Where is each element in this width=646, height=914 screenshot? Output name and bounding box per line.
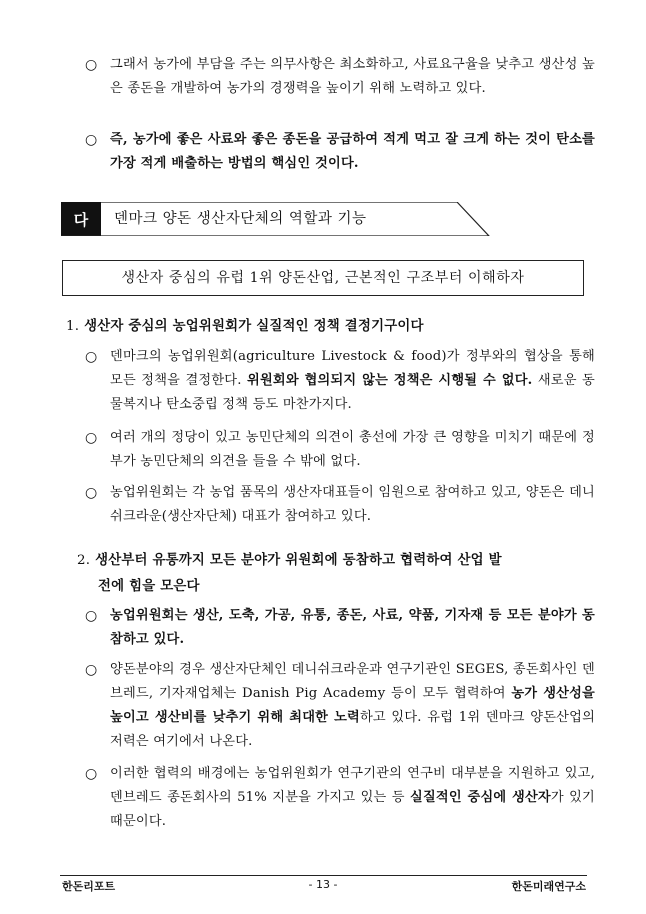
bullet-text: 농업위원회는 각 농업 품목의 생산자대표들이 임원으로 참여하고 있고, 양돈은 데니쉬크라운(생산자단체) 대표가 참여하고 있다. xyxy=(110,485,595,524)
subsection-2-heading xyxy=(77,548,597,600)
bullet-text: 즉, 농가에 좋은 사료와 좋은 종돈을 공급하여 적게 먹고 잘 크게 하는 것이 탄소를 가장 적게 배출하는 방법의 핵심인 것이다. xyxy=(110,132,595,171)
bullet-text-part: 하고 있다. 유럽 1위 덴마크 양돈산업의 저력은 여기에서 나온다. xyxy=(110,710,596,749)
section-label: 다 xyxy=(73,210,89,229)
intro-bullet-2 xyxy=(85,128,595,176)
bullet-marker: ○ xyxy=(85,662,98,678)
bullet-text-part: 새로운 동물복지나 탄소중립 정책 등도 마찬가지다. xyxy=(110,373,595,412)
footer-divider xyxy=(60,875,587,876)
bullet-text-part: 덴마크의 농업위원회(agriculture Livestock & food)가 정부와의 협상을 통해 모든 정책을 결정한다. xyxy=(110,349,595,388)
bullet-marker: ○ xyxy=(85,57,98,73)
bullet-text xyxy=(110,658,595,754)
footer-left: 한돈리포트 xyxy=(62,880,116,893)
subsection-2-bullet-1 xyxy=(85,604,595,652)
summary-box: 생산자 중심의 유럽 1위 양돈산업, 근본적인 구조부터 이해하자 xyxy=(62,260,584,296)
subsection-title: 생산자 중심의 농업위원회가 실질적인 정책 결정기구이다 xyxy=(84,319,424,334)
bullet-text-part: 가 있기 때문이다. xyxy=(110,790,595,829)
bullet-text-emphasis: 실질적인 중심에 생산자 xyxy=(410,790,551,805)
footer-right: 한돈미래연구소 xyxy=(511,880,586,893)
bullet-marker: ○ xyxy=(85,485,98,501)
bullet-text-emphasis: 농가 생산성을 높이고 생산비를 낮추기 위해 최대한 노력 xyxy=(110,686,595,725)
subsection-number: 1. xyxy=(66,319,80,334)
bullet-text: 그래서 농가에 부담을 주는 의무사항은 최소화하고, 사료요구율을 낮추고 생산성 높은 종돈을 개발하여 농가의 경쟁력을 높이기 위해 노력하고 있다. xyxy=(110,57,595,96)
bullet-text-emphasis: 위원회와 협의되지 않는 정책은 시행될 수 없다. xyxy=(247,373,533,388)
subsection-title-line-2: 전에 힘을 모은다 xyxy=(98,579,200,594)
subsection-title-line-1: 생산부터 유통까지 모든 분야가 위원회에 동참하고 협력하여 산업 발 xyxy=(95,553,502,568)
bullet-marker: ○ xyxy=(85,349,98,365)
subsection-2-bullet-3 xyxy=(85,762,595,834)
subsection-2-bullet-2 xyxy=(85,658,595,754)
bullet-text xyxy=(110,345,595,417)
bullet-marker: ○ xyxy=(85,430,98,446)
subsection-number: 2. xyxy=(77,553,91,568)
bullet-text: 여러 개의 정당이 있고 농민단체의 의견이 총선에 가장 큰 영향을 미치기 때문에 정부가 농민단체의 의견을 들을 수 밖에 없다. xyxy=(110,430,595,469)
subsection-1-bullet-2 xyxy=(85,426,595,474)
subsection-1-heading xyxy=(66,314,424,340)
bullet-text xyxy=(110,762,595,834)
page-number: - 13 - xyxy=(308,878,338,891)
section-title: 덴마크 양돈 생산자단체의 역할과 기능 xyxy=(114,211,367,227)
section-header xyxy=(61,202,491,236)
bullet-marker: ○ xyxy=(85,766,98,782)
bullet-text-part: 양돈분야의 경우 생산자단체인 데니쉬크라운과 연구기관인 SEGES, 종돈회사인 덴브레드, 기자재업체는 Danish Pig Academy 등이 모두 협력하여 xyxy=(110,662,595,701)
bullet-marker: ○ xyxy=(85,608,98,624)
intro-bullet-1 xyxy=(85,53,595,101)
subsection-1-bullet-1 xyxy=(85,345,595,417)
subsection-1-bullet-3 xyxy=(85,481,595,529)
bullet-marker: ○ xyxy=(85,132,98,148)
bullet-text-part: 이러한 협력의 배경에는 농업위원회가 연구기관의 연구비 대부분을 지원하고 있고, 덴브레드 종돈회사의 51% 지분을 가지고 있는 등 xyxy=(110,766,595,805)
bullet-text: 농업위원회는 생산, 도축, 가공, 유통, 종돈, 사료, 약품, 기자재 등 모든 분야가 동참하고 있다. xyxy=(110,608,596,647)
